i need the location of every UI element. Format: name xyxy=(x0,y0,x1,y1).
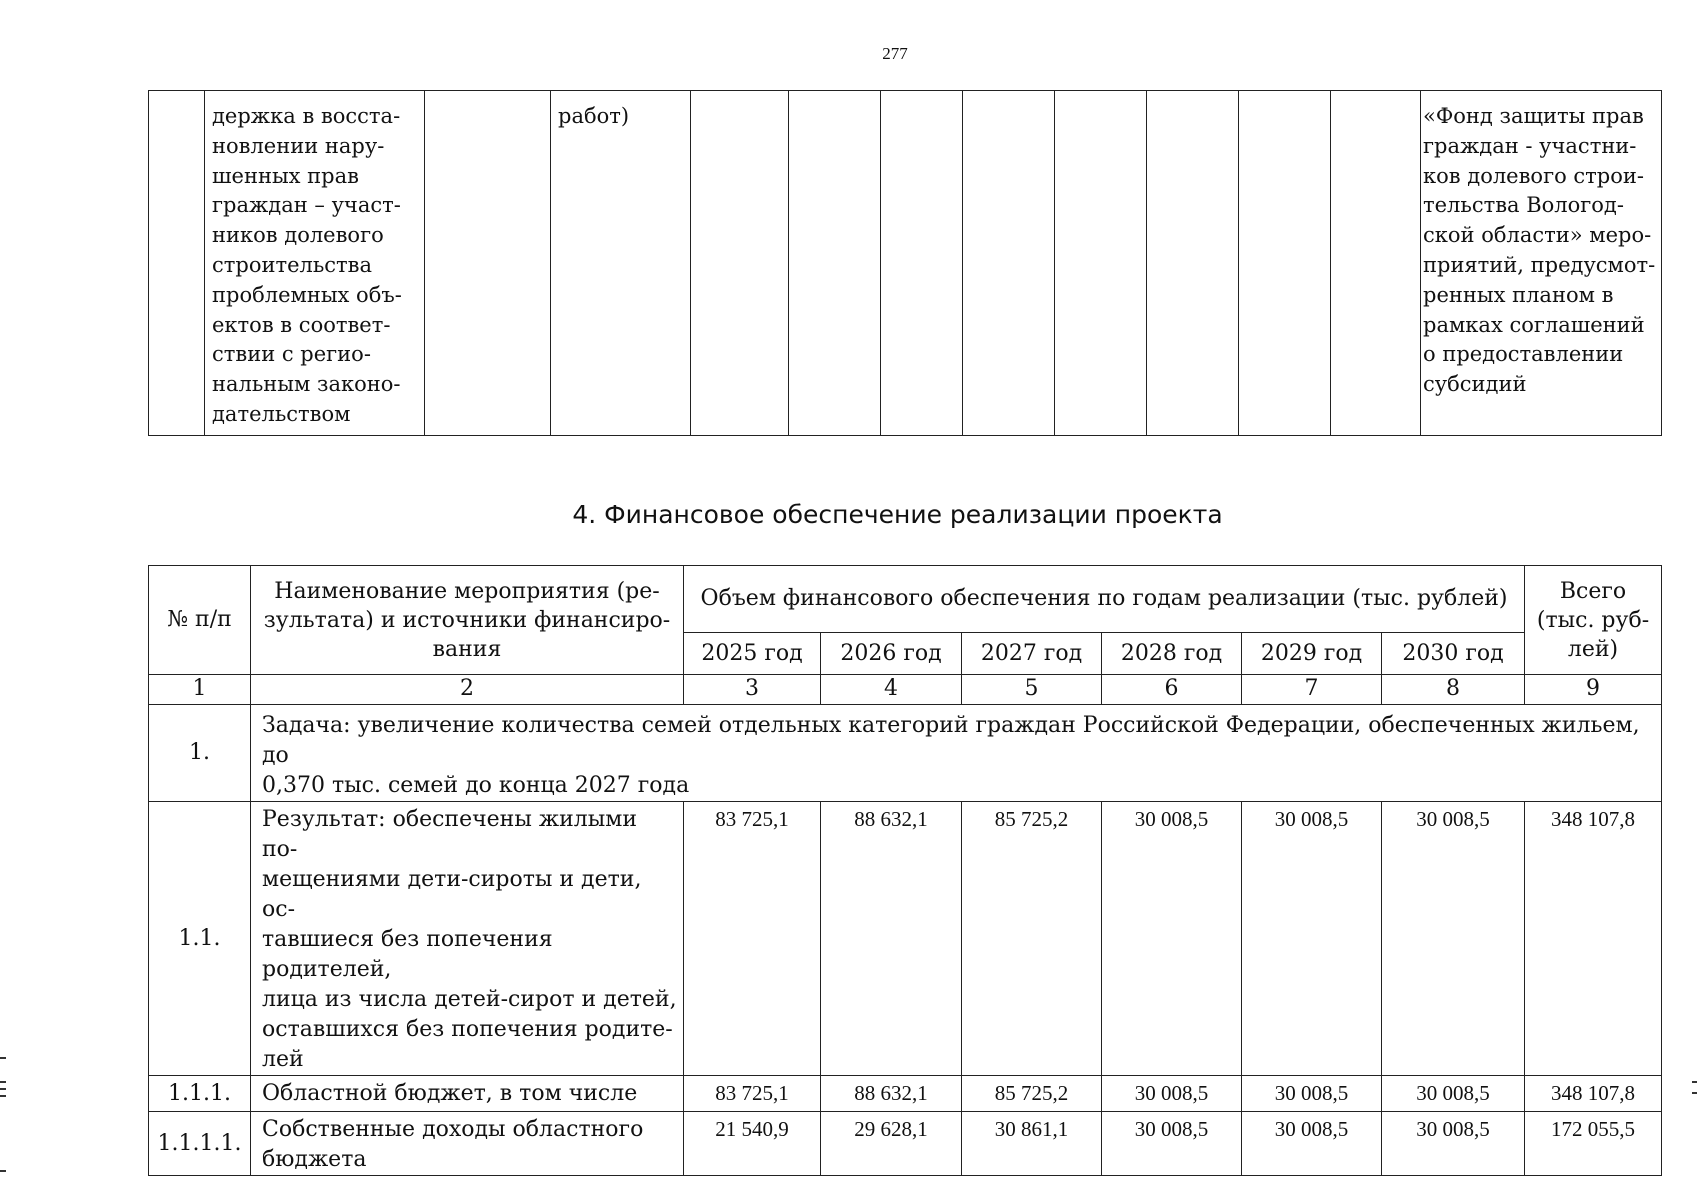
executor-description-cell: «Фонд защиты прав граждан - участни- ков долевого строи- тельства Вологод- ской области» меро- приятий, предусмот- ренных планом в рамках соглашений о предоставлении субсидий xyxy=(1421,91,1662,436)
value-2027: 85 725,2 xyxy=(962,1076,1102,1112)
value-2030: 30 008,5 xyxy=(1382,802,1525,1076)
header-volume: Объем финансового обеспечения по годам реализации (тыс. рублей) xyxy=(684,566,1525,633)
table-cell xyxy=(789,91,881,436)
row-name: Результат: обеспечены жилыми по- мещениями дети-сироты и дети, ос- тавшиеся без попечения родителей, лица из числа детей-сирот и детей, оставшихся без попечения родите- лей xyxy=(251,802,684,1076)
row-index: 1.1.1.1. xyxy=(149,1112,251,1176)
header-total: Всего (тыс. руб- лей) xyxy=(1525,566,1662,675)
column-number: 8 xyxy=(1382,675,1525,705)
continued-table xyxy=(148,90,1662,436)
header-year: 2025 год xyxy=(684,633,821,675)
column-number: 1 xyxy=(149,675,251,705)
header-row xyxy=(149,566,1662,633)
measure-description-cell: держка в восста- новлении нару- шенных прав граждан – участ- ников долевого строительства проблемных объ- ектов в соответ- ствии с регио- нальным законо- дательством xyxy=(205,91,425,436)
value-2027: 85 725,2 xyxy=(962,802,1102,1076)
value-total: 348 107,8 xyxy=(1525,802,1662,1076)
scan-edge-mark xyxy=(0,1081,6,1083)
value-2026: 88 632,1 xyxy=(821,802,962,1076)
table-cell xyxy=(1147,91,1239,436)
value-2026: 88 632,1 xyxy=(821,1076,962,1112)
value-2029: 30 008,5 xyxy=(1242,1076,1382,1112)
value-2028: 30 008,5 xyxy=(1102,802,1242,1076)
scan-edge-mark xyxy=(1692,1081,1697,1083)
column-number: 3 xyxy=(684,675,821,705)
column-number: 5 xyxy=(962,675,1102,705)
header-year: 2028 год xyxy=(1102,633,1242,675)
table-cell xyxy=(881,91,963,436)
scan-edge-mark xyxy=(0,1170,6,1172)
scan-edge-mark xyxy=(0,1095,6,1097)
header-year: 2026 год xyxy=(821,633,962,675)
value-2028: 30 008,5 xyxy=(1102,1112,1242,1176)
value-2025: 83 725,1 xyxy=(684,1076,821,1112)
value-2029: 30 008,5 xyxy=(1242,1112,1382,1176)
value-2025: 21 540,9 xyxy=(684,1112,821,1176)
scan-edge-mark xyxy=(0,1088,6,1090)
value-2025: 83 725,1 xyxy=(684,802,821,1076)
table-cell xyxy=(963,91,1055,436)
table-cell xyxy=(1055,91,1147,436)
table-cell xyxy=(691,91,789,436)
row-index: 1. xyxy=(149,705,251,802)
table-row xyxy=(149,802,1662,1076)
header-year: 2030 год xyxy=(1382,633,1525,675)
task-row xyxy=(149,705,1662,802)
page-number: 277 xyxy=(882,44,908,63)
row-name: Областной бюджет, в том числе xyxy=(251,1076,684,1112)
scan-edge-mark xyxy=(0,1057,6,1059)
table-cell xyxy=(1331,91,1421,436)
column-number: 7 xyxy=(1242,675,1382,705)
header-name: Наименование мероприятия (ре- зультата) и источники финансиро- вания xyxy=(251,566,684,675)
column-numbers-row xyxy=(149,675,1662,705)
value-2028: 30 008,5 xyxy=(1102,1076,1242,1112)
column-number: 9 xyxy=(1525,675,1662,705)
value-2030: 30 008,5 xyxy=(1382,1076,1525,1112)
row-index: 1.1. xyxy=(149,802,251,1076)
table-row xyxy=(149,1112,1662,1176)
table-cell xyxy=(425,91,551,436)
column-number: 2 xyxy=(251,675,684,705)
value-2026: 29 628,1 xyxy=(821,1112,962,1176)
table-cell xyxy=(1239,91,1331,436)
result-type-cell: работ) xyxy=(551,91,691,436)
value-total: 348 107,8 xyxy=(1525,1076,1662,1112)
row-index: 1.1.1. xyxy=(149,1076,251,1112)
header-year: 2027 год xyxy=(962,633,1102,675)
column-number: 6 xyxy=(1102,675,1242,705)
header-num: № п/п xyxy=(149,566,251,675)
value-2029: 30 008,5 xyxy=(1242,802,1382,1076)
value-2030: 30 008,5 xyxy=(1382,1112,1525,1176)
value-total: 172 055,5 xyxy=(1525,1112,1662,1176)
table-row xyxy=(149,91,1662,436)
row-name: Собственные доходы областного бюджета xyxy=(251,1112,684,1176)
header-year: 2029 год xyxy=(1242,633,1382,675)
table-cell xyxy=(149,91,205,436)
section-title: 4. Финансовое обеспечение реализации проекта xyxy=(572,500,1223,529)
scan-edge-mark xyxy=(1692,1092,1697,1094)
task-text: Задача: увеличение количества семей отдельных категорий граждан Российской Федерации, обеспеченных жильем, до 0,370 тыс. семей до конца 2027 года xyxy=(251,705,1662,802)
column-number: 4 xyxy=(821,675,962,705)
value-2027: 30 861,1 xyxy=(962,1112,1102,1176)
finance-table xyxy=(148,565,1662,1176)
table-row xyxy=(149,1076,1662,1112)
